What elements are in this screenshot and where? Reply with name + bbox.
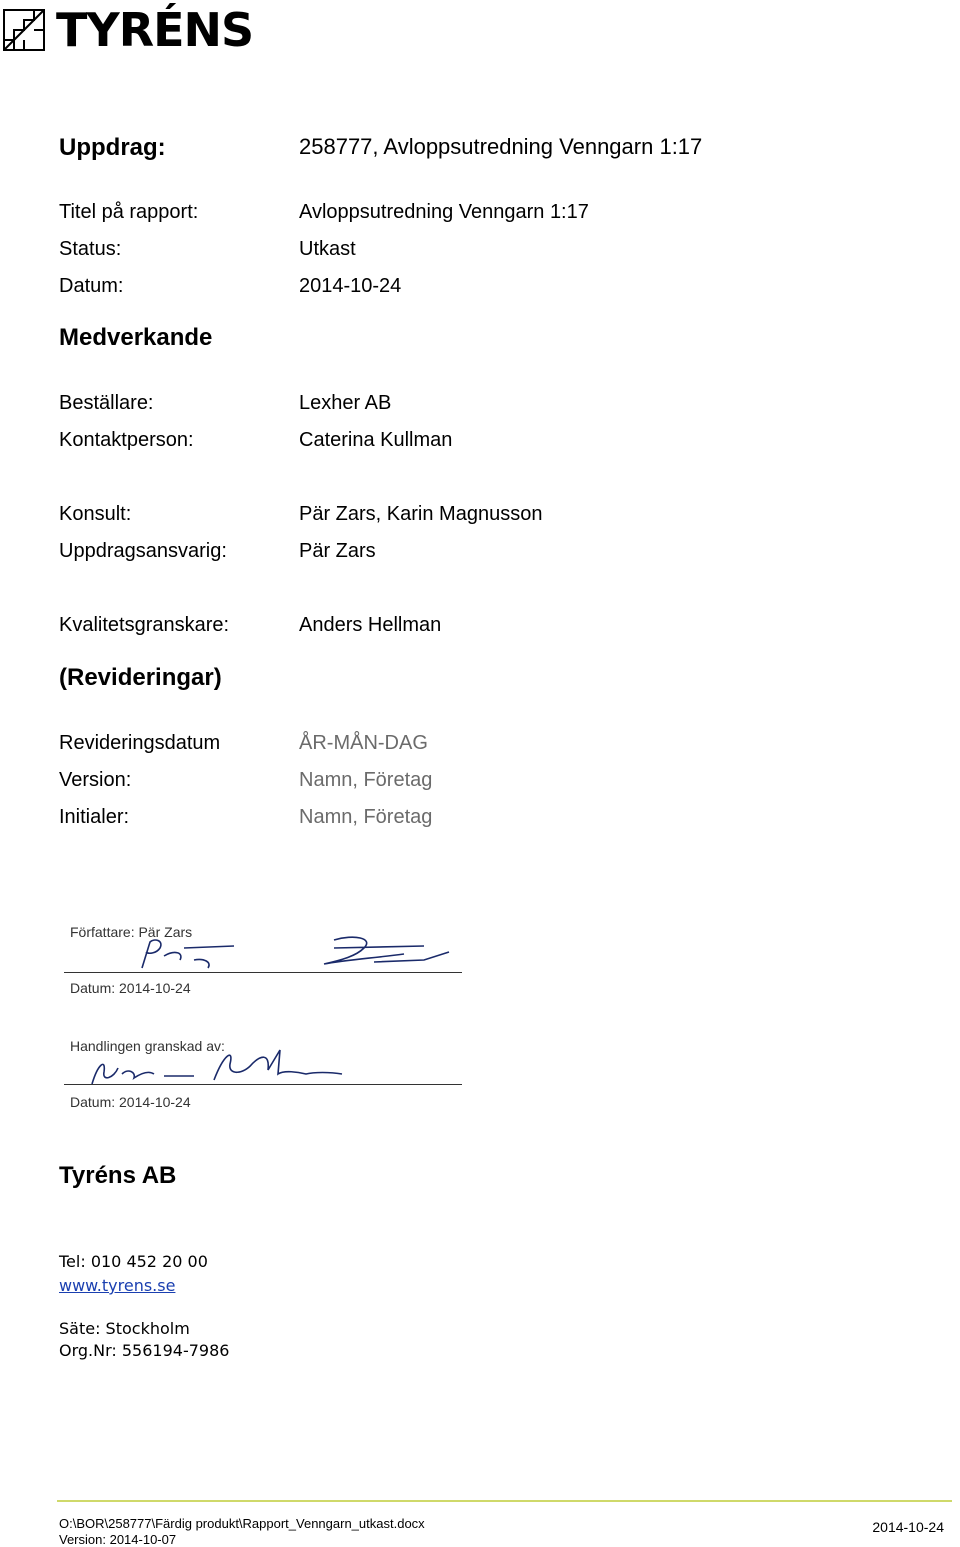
author-signature-block (64, 920, 464, 1000)
title-label: Titel på rapport: (59, 201, 199, 223)
company-seat: Säte: Stockholm (59, 1319, 190, 1338)
initials-label: Initialer: (59, 806, 130, 828)
version-value: Namn, Företag (299, 769, 433, 791)
company-website-link[interactable]: www.tyrens.se (59, 1276, 176, 1295)
responsible-value: Pär Zars (299, 540, 376, 562)
contact-label: Kontaktperson: (59, 429, 194, 451)
client-value: Lexher AB (299, 392, 392, 414)
author-caption: Författare: Pär Zars (70, 924, 193, 940)
reviewer-signature-block (64, 1034, 464, 1114)
brand-name: TYRÉNS (56, 3, 254, 57)
company-org-nr: Org.Nr: 556194-7986 (59, 1341, 230, 1360)
date-row (59, 275, 401, 298)
status-value: Utkast (299, 238, 356, 260)
project-value: 258777, Avloppsutredning Venngarn 1:17 (299, 134, 703, 159)
responsible-label: Uppdragsansvarig: (59, 540, 227, 562)
consultant-label: Konsult: (59, 503, 132, 525)
tyrens-logo-icon (2, 8, 46, 52)
reviewer-date: Datum: 2014-10-24 (70, 1094, 191, 1110)
responsible-row (59, 540, 376, 563)
consultant-row (59, 503, 542, 526)
author-signature-image (124, 934, 464, 976)
client-label: Beställare: (59, 392, 154, 414)
tyrens-logo (0, 3, 254, 57)
revision-date-value: ÅR-MÅN-DAG (299, 732, 428, 754)
contact-value: Caterina Kullman (299, 429, 453, 451)
author-date: Datum: 2014-10-24 (70, 980, 191, 996)
status-row (59, 238, 356, 261)
title-row (59, 201, 589, 224)
revision-date-label: Revideringsdatum (59, 732, 221, 754)
participants-heading: Medverkande (59, 324, 213, 351)
footer-version: Version: 2014-10-07 (59, 1532, 177, 1547)
qa-label: Kvalitetsgranskare: (59, 614, 230, 636)
initials-row (59, 806, 432, 829)
footer-divider (57, 1500, 952, 1502)
company-phone: Tel: 010 452 20 00 (59, 1252, 208, 1271)
date-label: Datum: (59, 275, 124, 297)
footer-file-path: O:\BOR\258777\Färdig produkt\Rapport_Venngarn_utkast.docx (59, 1516, 425, 1531)
project-row (59, 134, 702, 162)
revisions-heading: (Revideringar) (59, 664, 222, 691)
initials-value: Namn, Företag (299, 806, 433, 828)
title-value: Avloppsutredning Venngarn 1:17 (299, 201, 589, 223)
contact-row (59, 429, 452, 452)
reviewer-caption: Handlingen granskad av: (70, 1038, 225, 1054)
author-signature-line (64, 972, 462, 973)
reviewer-signature-line (64, 1084, 462, 1085)
version-row (59, 769, 432, 792)
revision-date-row (59, 732, 428, 755)
qa-value: Anders Hellman (299, 614, 442, 636)
footer-date: 2014-10-24 (872, 1519, 944, 1535)
client-row (59, 392, 391, 415)
project-label: Uppdrag: (59, 134, 166, 161)
version-label: Version: (59, 769, 132, 791)
consultant-value: Pär Zars, Karin Magnusson (299, 503, 543, 525)
date-value: 2014-10-24 (299, 275, 402, 297)
status-label: Status: (59, 238, 122, 260)
company-name: Tyréns AB (59, 1162, 177, 1189)
qa-row (59, 614, 441, 637)
